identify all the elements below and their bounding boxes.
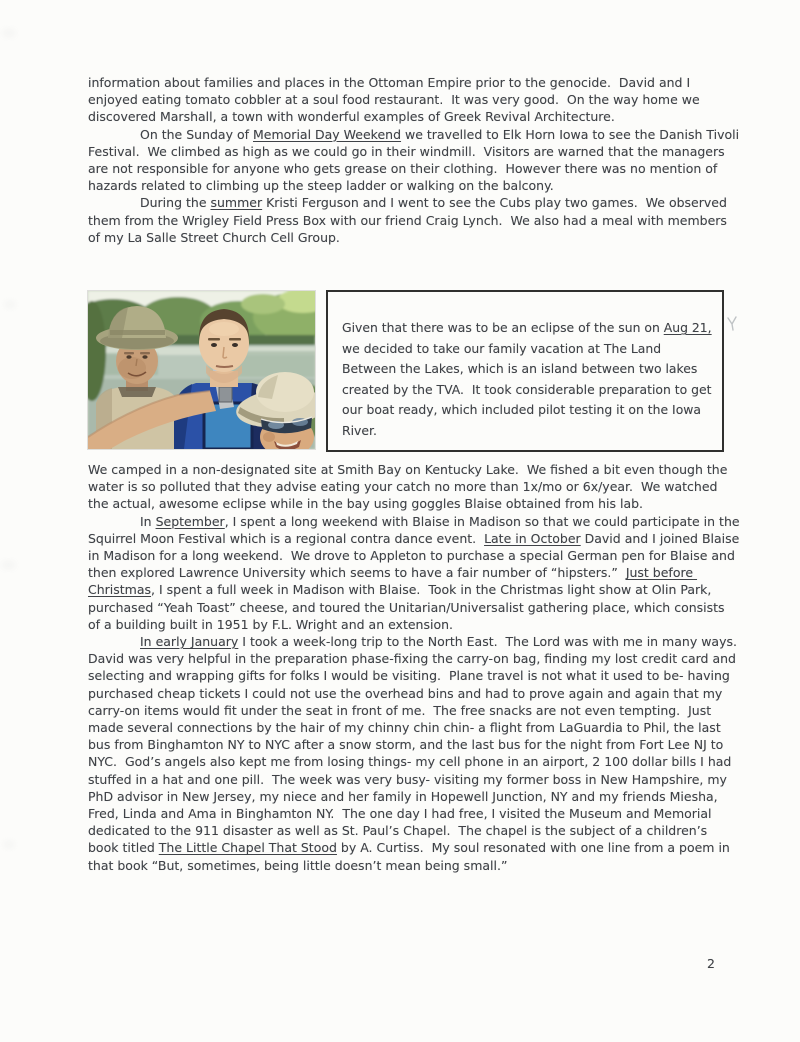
callout-text: [342, 318, 714, 442]
text-run: During the: [140, 195, 211, 211]
text-run: , I spent a long weekend with Blaise in Madison so that we could participate in the Squirrel Moon Festival which is a regional contra dance event.: [88, 513, 744, 546]
text-run: we decided to take our family vacation at The Land Between the Lakes, which is an island between two lakes created by the TVA. It took considerable preparation to get our boat ready, which included pilot testing it on the Iowa River.: [342, 320, 716, 438]
underlined-text: Aug 21,: [663, 320, 712, 335]
eclipse-callout-box: [326, 290, 724, 452]
paragraph-memorial-day: [88, 126, 744, 195]
body-text-upper: [88, 74, 744, 246]
underlined-text: In early January: [140, 634, 239, 650]
family-selfie-photo: [88, 291, 315, 449]
paragraph-september-madison: [88, 513, 744, 633]
page-number: 2: [707, 956, 715, 971]
paragraph-january-trip: [88, 633, 745, 874]
text-run: , I spent a full week in Madison with Blaise. Took in the Christmas light show at Olin Park, purchased “Yeah Toast” cheese, and toured the Unitarian/Universalist gathering place, which consists of a building built in 1951 by F.L. Wright and an extension.: [88, 582, 729, 632]
text-run: In: [140, 513, 156, 529]
text-run: On the Sunday of: [140, 126, 253, 142]
paragraph-smith-bay: [88, 461, 740, 513]
scan-smudge: [2, 28, 16, 38]
scan-smudge: [4, 300, 16, 309]
text-run: we travelled to Elk Horn Iowa to see the Danish Tivoli Festival. We climbed as high as we could go in their windmill. Visitors are warned that the managers are not responsible for anyone who gets grease on their clothing. However there was no mention of hazards related to climbing up the steep ladder or walking on the balcony.: [88, 126, 744, 194]
text-run: We camped in a non-designated site at Smith Bay on Kentucky Lake. We fished a bit even though the water is so polluted that they advise eating your catch no more than 1x/mo or 6x/year. We watched the actual, awesome eclipse while in the bay using goggles Blaise obtained from his lab.: [88, 462, 732, 512]
scan-smudge: [1, 560, 16, 570]
underlined-text: September: [155, 513, 225, 529]
scan-artifact-mark: [726, 316, 738, 332]
text-run: Given that there was to be an eclipse of the sun on: [342, 320, 664, 335]
scan-smudge: [3, 840, 15, 849]
underlined-text: Late in October: [484, 530, 581, 546]
text-run: Kristi Ferguson and I went to see the Cubs play two games. We observed them from the Wrigley Field Press Box with our friend Craig Lynch. We also had a meal with members of my La Salle Street Church Cell Group.: [88, 195, 731, 245]
text-run: information about families and places in the Ottoman Empire prior to the genocide. David and I enjoyed eating tomato cobbler at a soul food restaurant. It was very good. On the way home we discovered Marshall, a town with wonderful examples of Greek Revival Architecture.: [88, 75, 704, 125]
underlined-text: The Little Chapel That Stood: [158, 840, 337, 856]
underlined-text: summer: [210, 195, 263, 211]
text-run: David and I joined Blaise in Madison for a long weekend. We drove to Appleton to purchase a special German pen for Blaise and then explored Lawrence University which seems to have a fair number of “hipsters.”: [88, 530, 744, 581]
paragraph-cubs-summer: [88, 194, 740, 246]
body-text-lower: [88, 461, 745, 874]
underlined-text: Just before Christmas: [88, 565, 698, 598]
text-run: by A. Curtiss. My soul resonated with one line from a poem in that book “But, sometimes, being little doesn’t mean being small.”: [88, 840, 734, 873]
paragraph-ottoman-marshall: [88, 74, 740, 126]
text-run: I took a week-long trip to the North East. The Lord was with me in many ways. David was very helpful in the preparation phase-fixing the carry-on bag, finding my lost credit card and selecting and wrapping gifts for folks I would be visiting. Plane travel is not what it used to be- having purchased cheap tickets I could not use the overhead bins and had to prove again and again that my carry-on items would fit under the seat in front of me. The free snacks are not even tempting. Just made several connections by the hair of my chinny chin chin- a flight from LaGuardia to Phil, the last bus from Binghamton NY to NYC after a snow storm, and the last bus for the night from Fort Lee NJ to NYC. God’s angels also kept me from losing things- my cell phone in an airport, 2 100 dollar bills I had stuffed in a hat and one pill. The week was very busy- visiting my former boss in New Hampshire, my PhD advisor in New Jersey, my niece and her family in Hopewell Junction, NY and my friends Miesha, Fred, Linda and Ama in Binghamton NY. The one day I had free, I visited the Museum and Memorial dedicated to the 911 disaster as well as St. Paul’s Chapel. The chapel is the subject of a children’s book titled: [88, 634, 745, 856]
underlined-text: Memorial Day Weekend: [253, 126, 402, 142]
